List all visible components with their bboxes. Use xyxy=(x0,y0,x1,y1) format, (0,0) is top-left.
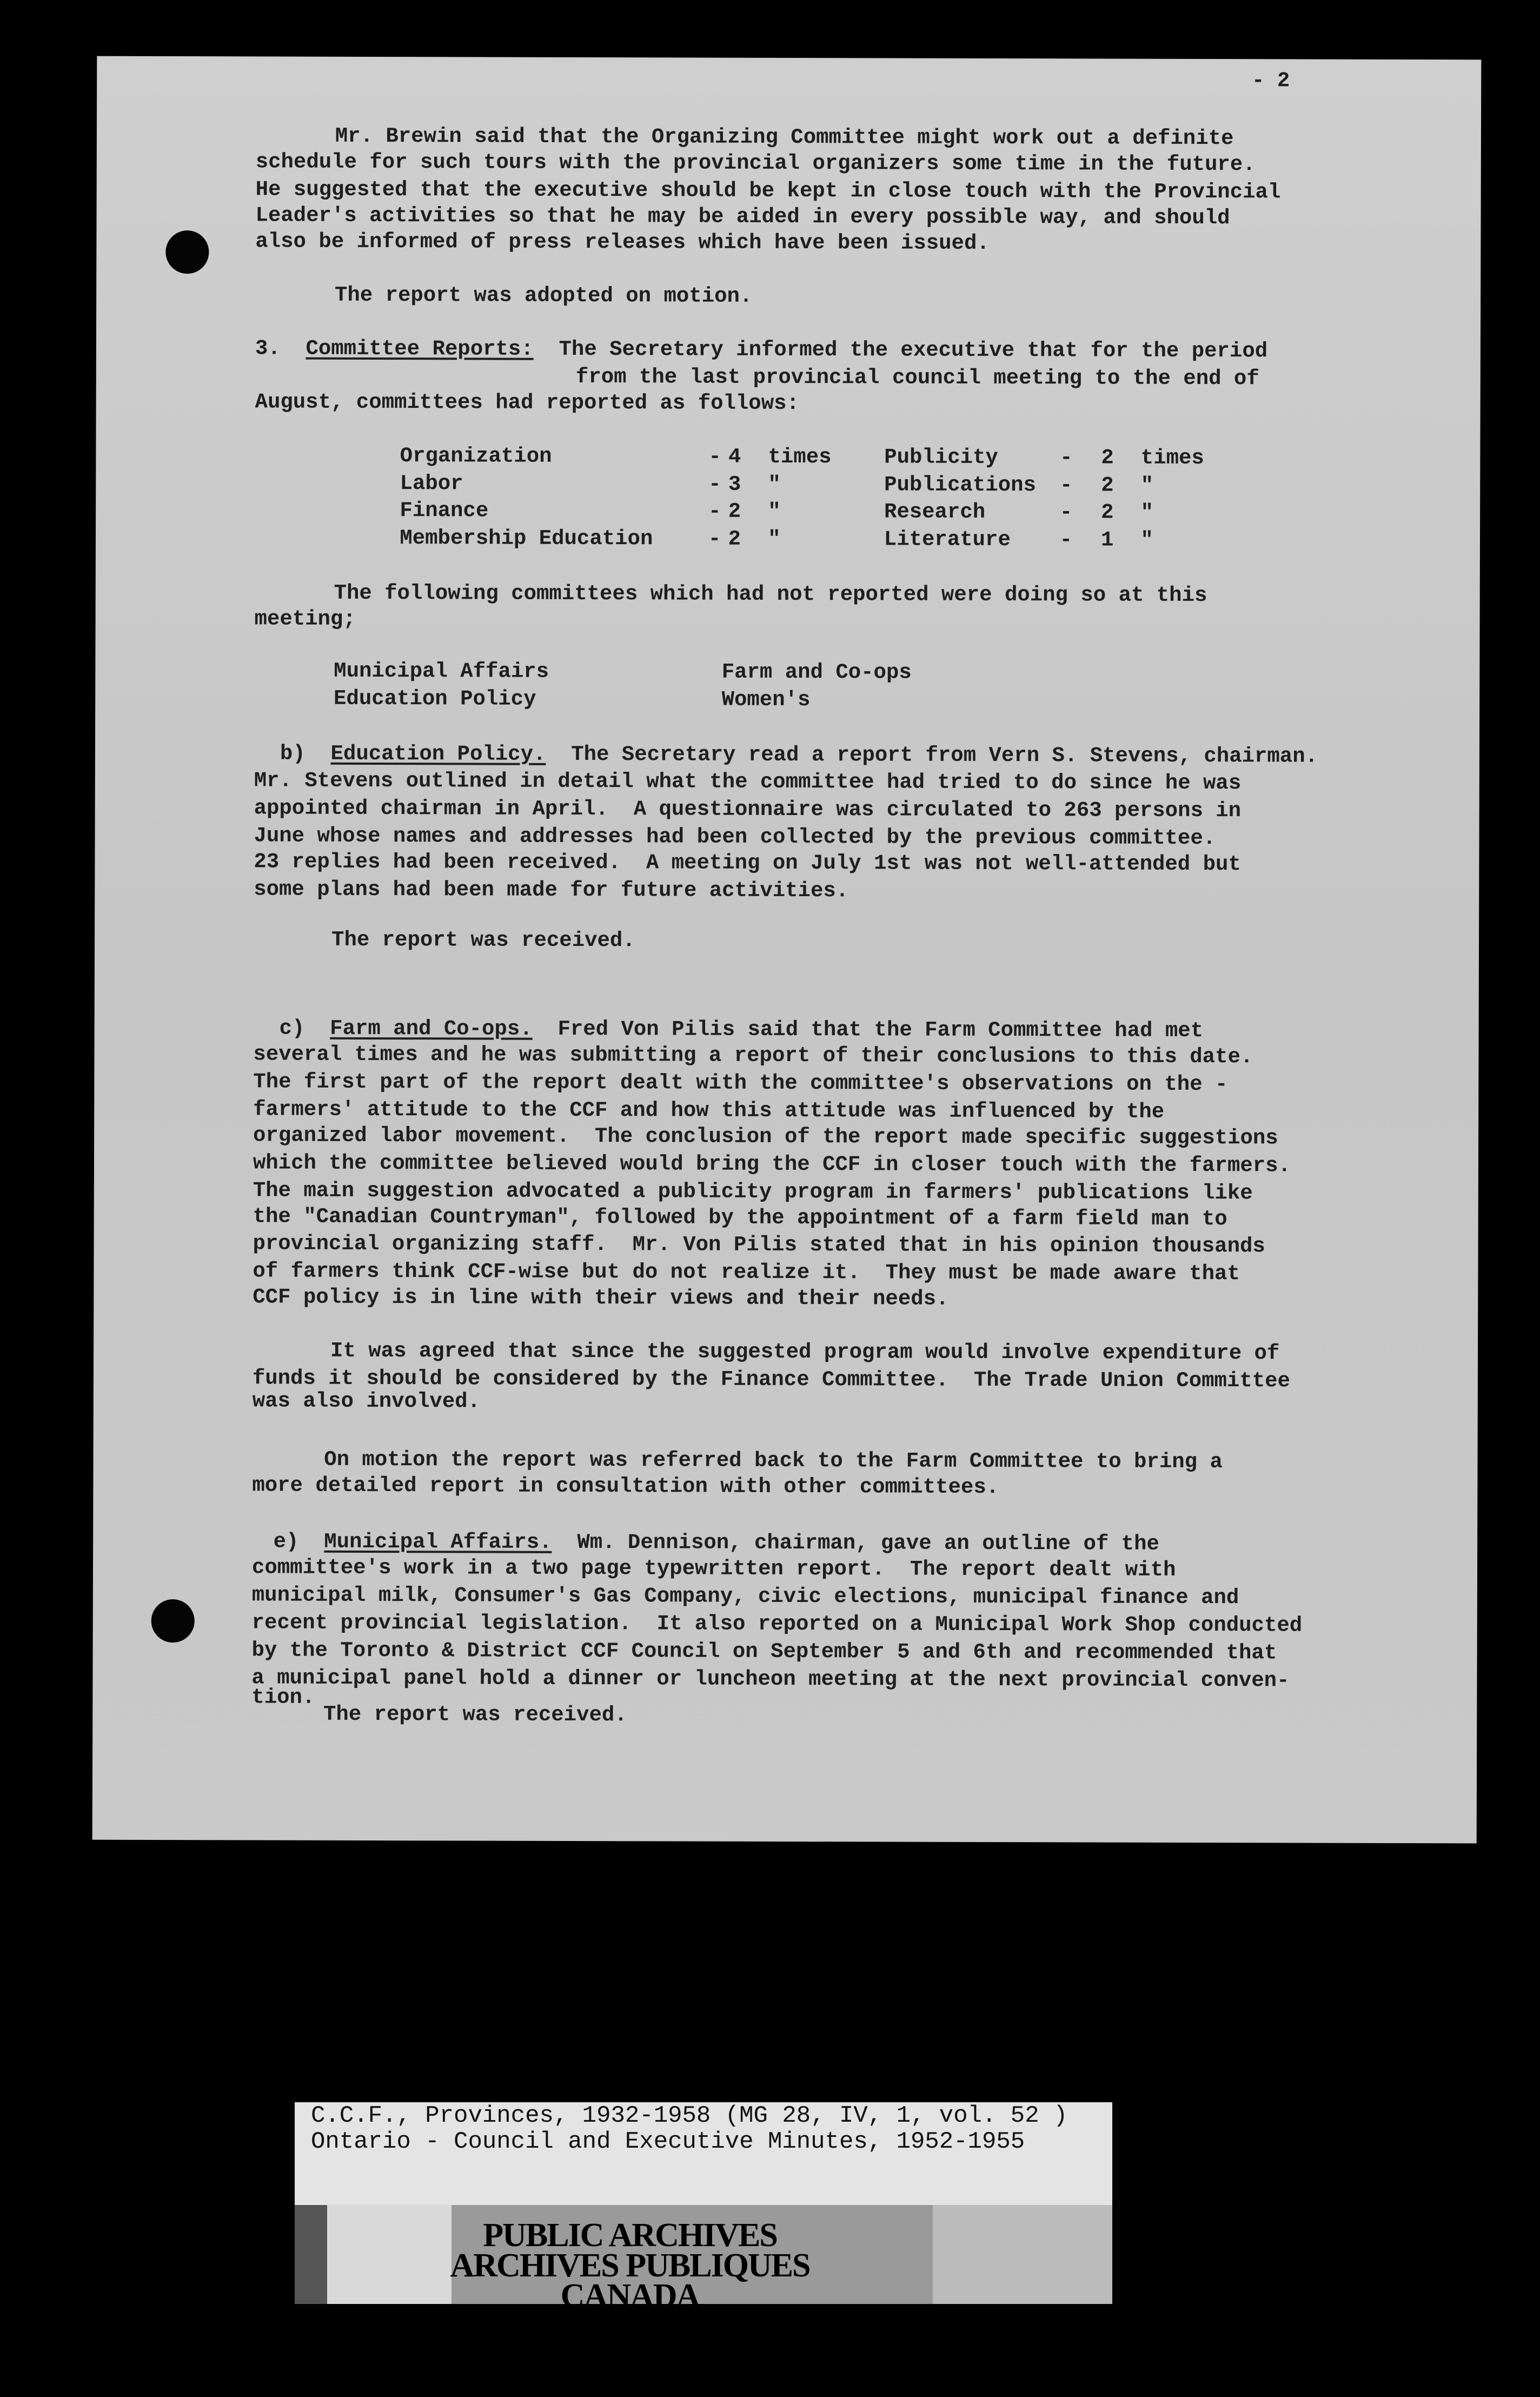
text-line: recent provincial legislation. It also reported on a Municipal Work Shop conducted xyxy=(251,1611,1303,1638)
committee-dash: - xyxy=(708,527,721,551)
committee-name: Research xyxy=(884,500,986,525)
text-line: Mr. Brewin said that the Organizing Committee might work out a definite xyxy=(335,124,1234,151)
text-segment: c) xyxy=(279,1016,330,1041)
committee-count: 2 xyxy=(1101,473,1114,498)
text-segment: The Secretary informed the executive that for the period xyxy=(533,337,1268,363)
section-heading: Farm and Co-ops. xyxy=(330,1016,533,1041)
stamp-line: ARCHIVES PUBLIQUES xyxy=(450,2247,810,2284)
text-line: some plans had been made for future activities. xyxy=(254,877,849,903)
section-heading: Committee Reports: xyxy=(306,336,534,361)
committee-count: 3 xyxy=(728,472,741,496)
text-line: from the last provincial council meeting to the end of xyxy=(575,365,1259,391)
committee-dash: - xyxy=(1059,473,1073,497)
committee-count: 2 xyxy=(728,527,741,551)
text-segment: e) xyxy=(273,1529,324,1554)
text-line: organized labor movement. The conclusion of the report made specific suggestions xyxy=(253,1123,1278,1150)
section-heading-line xyxy=(280,1015,1204,1044)
text-line: municipal milk, Consumer's Gas Company, civic elections, municipal finance and xyxy=(251,1583,1239,1610)
text-line: meeting; xyxy=(254,607,356,631)
committee-dash: - xyxy=(708,499,721,524)
text-line: It was agreed that since the suggested program would involve expenditure of xyxy=(330,1339,1280,1366)
section-heading-line xyxy=(280,740,1318,770)
text-line: farmers' attitude to the CCF and how this attitude was influenced by the xyxy=(253,1097,1165,1124)
committee-dash: - xyxy=(1059,528,1073,552)
text-segment: The Secretary read a report from Vern S. Stevens, chairman. xyxy=(546,742,1318,769)
text-line: several times and he was submitting a report of their conclusions to this date. xyxy=(253,1042,1253,1069)
stamp-line: PUBLIC ARCHIVES xyxy=(483,2217,777,2254)
text-line: appointed chairman in April. A questionnaire was circulated to 263 persons in xyxy=(254,796,1242,823)
committee-count: 2 xyxy=(1101,500,1114,525)
text-segment: 3. xyxy=(255,336,306,361)
committee-name: Finance xyxy=(400,499,489,523)
text-line: The following committees which had not reported were doing so at this xyxy=(334,581,1207,607)
committee-name: Publications xyxy=(884,472,1037,497)
text-line: The report was received. xyxy=(331,928,635,953)
text-line: which the committee believed would bring the CCF in closer touch with the farmers. xyxy=(253,1151,1291,1178)
text-line: the "Canadian Countryman", followed by the appointment of a farm field man to xyxy=(253,1204,1227,1231)
committee-count: 1 xyxy=(1100,528,1114,552)
punch-hole xyxy=(165,230,209,274)
committee-dash: - xyxy=(708,445,721,469)
page-number: - 2 xyxy=(1251,69,1290,93)
pending-committee: Women's xyxy=(721,687,811,712)
text-line: The report was received. xyxy=(323,1703,627,1727)
text-line: a municipal panel hold a dinner or luncheon meeting at the next provincial conven- xyxy=(251,1666,1290,1693)
archive-label-collection: C.C.F., Provinces, 1932-1958 (MG 28, IV, 1, vol. 52 ) xyxy=(311,2102,1068,2129)
archive-label-series: Ontario - Council and Executive Minutes, 1952-1955 xyxy=(311,2128,1025,2155)
text-line: schedule for such tours with the provincial organizers some time in the future. xyxy=(255,150,1256,177)
document-page xyxy=(92,56,1482,1844)
committee-unit: times xyxy=(1140,446,1204,470)
text-line: funds it should be considered by the Finance Committee. The Trade Union Committee xyxy=(252,1366,1291,1393)
committee-name: Labor xyxy=(400,471,463,495)
text-line: August, committees had reported as follows: xyxy=(255,390,800,415)
committee-unit: " xyxy=(1140,528,1153,552)
text-line: of farmers think CCF-wise but do not realize it. They must be made aware that xyxy=(253,1259,1240,1286)
committee-unit: " xyxy=(768,500,781,524)
committee-name: Membership Education xyxy=(400,526,653,551)
text-line: committee's work in a two page typewritten report. The report dealt with xyxy=(251,1555,1176,1582)
committee-unit: " xyxy=(1140,473,1154,498)
text-line: He suggested that the executive should be kept in close touch with the Provincial xyxy=(255,177,1281,204)
committee-unit: times xyxy=(768,445,832,469)
committee-dash: - xyxy=(708,472,721,496)
committee-name: Organization xyxy=(400,443,552,468)
text-line: Leader's activities so that he may be aided in every possible way, and should xyxy=(255,203,1230,230)
section-heading: Municipal Affairs. xyxy=(324,1530,552,1555)
text-line: by the Toronto & District CCF Council on September 5 and 6th and recommended that xyxy=(251,1638,1277,1665)
text-line: 23 replies had been received. A meeting on July 1st was not well-attended but xyxy=(254,850,1241,877)
text-line: also be informed of press releases which have been issued. xyxy=(255,229,990,256)
section-heading-line xyxy=(274,1528,1159,1558)
text-segment: Wm. Dennison, chairman, gave an outline of the xyxy=(552,1531,1159,1557)
pending-committee: Farm and Co-ops xyxy=(721,660,912,685)
text-line: June whose names and addresses had been collected by the previous committee. xyxy=(254,824,1216,851)
archive-stamp xyxy=(295,2205,1112,2314)
stamp-line: CANADA xyxy=(560,2277,700,2314)
text-line: provincial organizing staff. Mr. Von Pilis stated that in his opinion thousands xyxy=(253,1231,1265,1259)
text-line: more detailed report in consultation with other committees. xyxy=(252,1473,999,1499)
committee-unit: " xyxy=(768,472,781,496)
text-line: The first part of the report dealt with the committee's observations on the - xyxy=(253,1070,1228,1097)
pending-committee: Municipal Affairs xyxy=(334,659,549,684)
section-heading: Education Policy. xyxy=(330,741,546,766)
committee-unit: " xyxy=(1140,501,1154,525)
text-line: Mr. Stevens outlined in detail what the committee had tried to do since he was xyxy=(254,769,1242,796)
text-segment: b) xyxy=(280,741,331,766)
pending-committee: Education Policy xyxy=(333,686,536,711)
archive-label xyxy=(295,2102,1112,2314)
text-segment: Fred Von Pilis said that the Farm Committee had met xyxy=(532,1017,1204,1043)
text-line: The main suggestion advocated a publicity program in farmers' publications like xyxy=(253,1178,1253,1205)
punch-hole xyxy=(151,1599,195,1643)
committee-count: 2 xyxy=(1101,446,1114,470)
text-line: The report was adopted on motion. xyxy=(334,283,753,308)
committee-dash: - xyxy=(1059,500,1073,525)
text-line: On motion the report was referred back to the Farm Committee to bring a xyxy=(324,1447,1223,1474)
text-line: was also involved. xyxy=(252,1389,481,1414)
text-line: CCF policy is in line with their views and their needs. xyxy=(253,1285,949,1312)
section-heading-line xyxy=(255,335,1267,365)
committee-name: Publicity xyxy=(884,445,998,469)
committee-dash: - xyxy=(1060,445,1073,470)
committee-count: 4 xyxy=(728,445,741,469)
text-line: tion. xyxy=(251,1685,315,1710)
committee-count: 2 xyxy=(728,500,741,524)
committee-unit: " xyxy=(768,527,781,552)
committee-name: Literature xyxy=(884,527,1011,552)
